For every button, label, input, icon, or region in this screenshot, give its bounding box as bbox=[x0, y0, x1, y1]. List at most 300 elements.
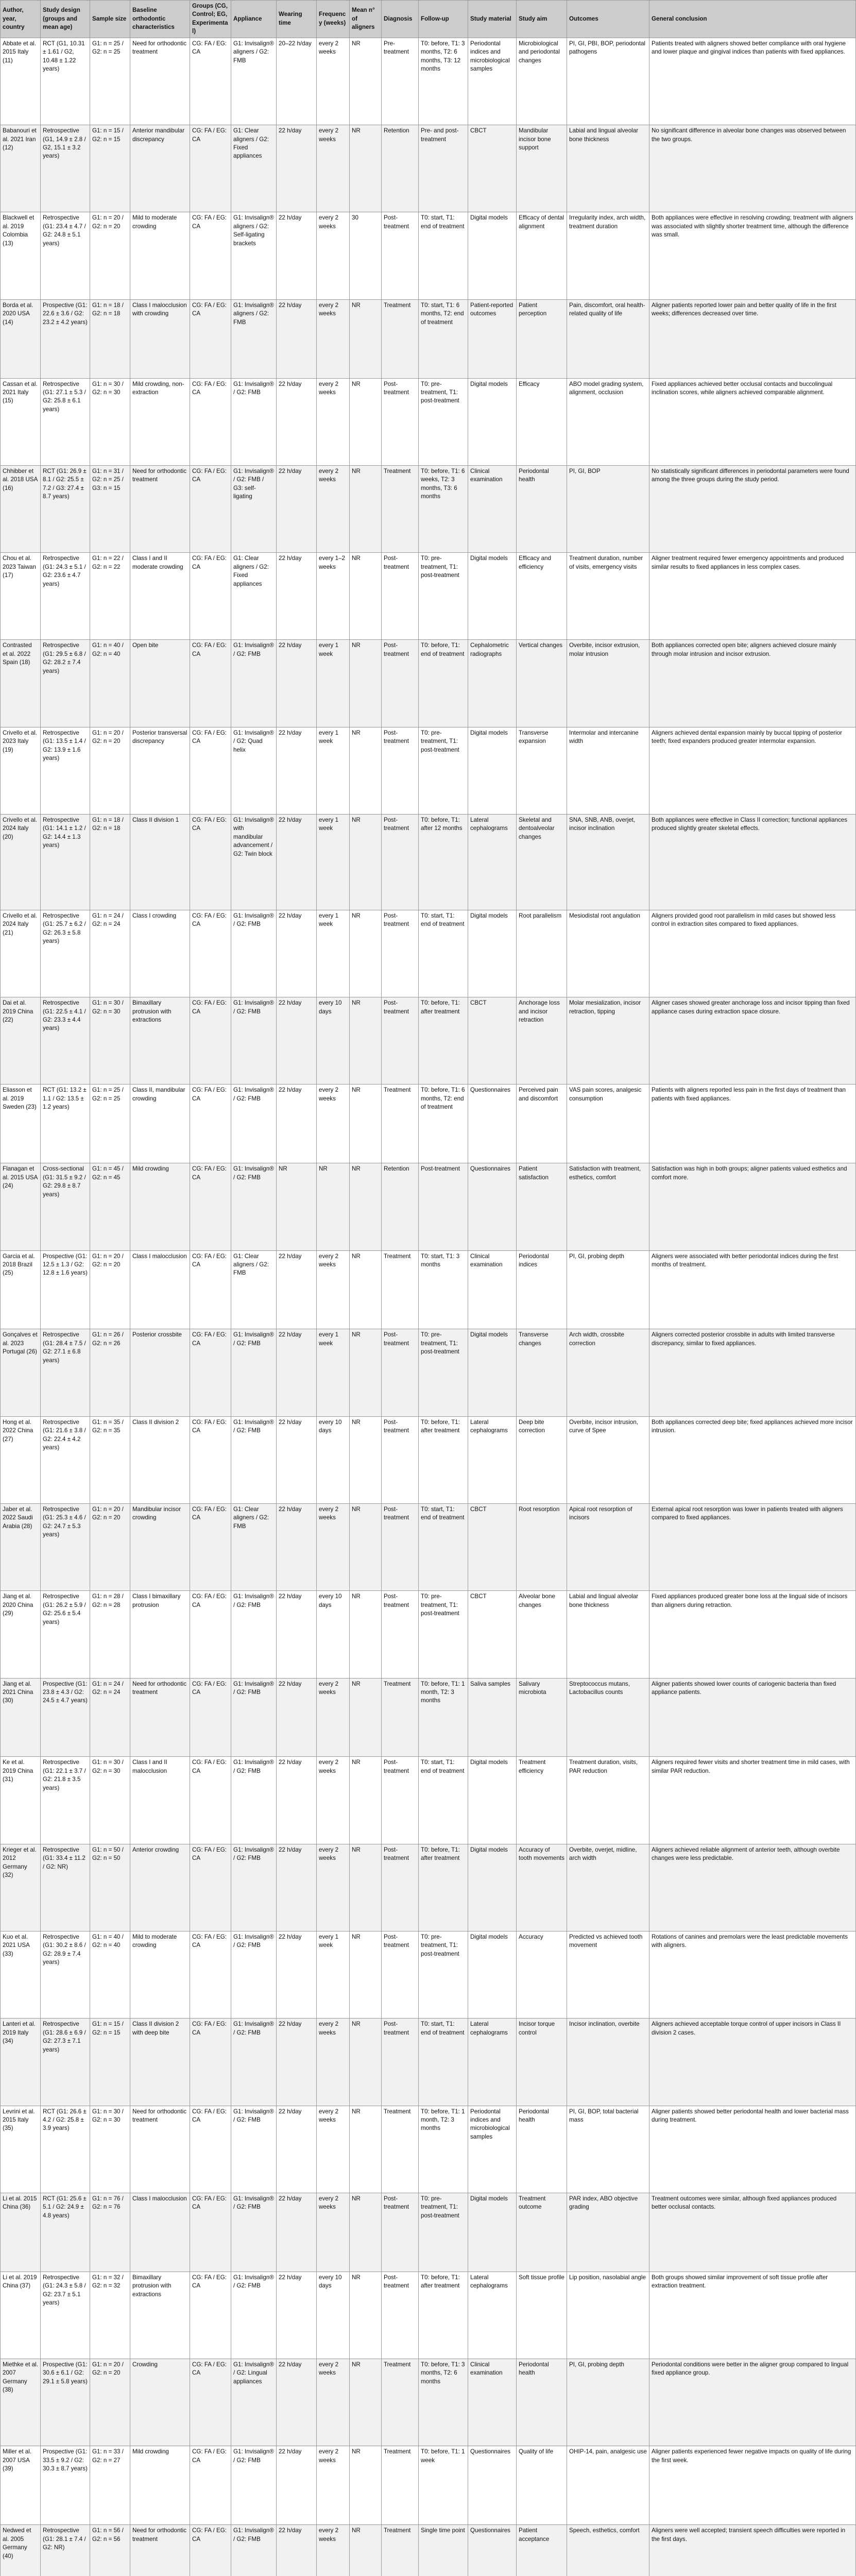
column-header: Wearing time bbox=[277, 1, 317, 38]
table-cell: 22 h/day bbox=[277, 1503, 317, 1590]
table-cell: PI, GI, probing depth bbox=[567, 1250, 649, 1329]
table-cell: Vertical changes bbox=[517, 640, 567, 727]
table-cell: CG: FA / EG: CA bbox=[190, 1591, 231, 1678]
table-cell: Aligners corrected posterior crossbite in adults with limited transverse discrepancy, similar to fixed appliances. bbox=[649, 1329, 856, 1416]
column-header: Diagnosis bbox=[382, 1, 419, 38]
table-cell: RCT (G1, 10.31 ± 1.61 / G2, 10.48 ± 1.22 years) bbox=[41, 38, 90, 125]
table-cell: CG: FA / EG: CA bbox=[190, 997, 231, 1084]
column-header: Sample size bbox=[90, 1, 130, 38]
table-cell: Patient perception bbox=[517, 299, 567, 378]
table-cell: Crowding bbox=[130, 2359, 190, 2446]
table-cell: every 1 week bbox=[317, 640, 350, 727]
table-cell: G1: Invisalign® / G2: FMB bbox=[231, 1678, 277, 1757]
table-cell: Dai et al. 2019 China (22) bbox=[1, 997, 41, 1084]
table-cell: CG: FA / EG: CA bbox=[190, 378, 231, 465]
table-cell: Bimaxillary protrusion with extractions bbox=[130, 2272, 190, 2359]
table-cell: CG: FA / EG: CA bbox=[190, 815, 231, 910]
table-cell: Transverse changes bbox=[517, 1329, 567, 1416]
table-cell: NR bbox=[350, 1757, 382, 1844]
table-cell: every 2 weeks bbox=[317, 2359, 350, 2446]
table-cell: Retrospective (G1: 28.1 ± 7.4 / G2: NR) bbox=[41, 2525, 90, 2576]
table-cell: Prospective (G1: 30.6 ± 6.1 / G2: 29.1 ± 5.8 years) bbox=[41, 2359, 90, 2446]
table-cell: Retrospective (G1: 22.5 ± 4.1 / G2: 23.3 ± 4.4 years) bbox=[41, 997, 90, 1084]
table-cell: SNA, SNB, ANB, overjet, incisor inclination bbox=[567, 815, 649, 910]
table-cell: CG: FA / EG: CA bbox=[190, 1931, 231, 2018]
table-row bbox=[1, 2193, 856, 2272]
table-cell: T0: before, T1: after treatment bbox=[419, 1844, 468, 1931]
table-cell: NR bbox=[350, 1416, 382, 1503]
table-cell: G1: n = 45 / G2: n = 45 bbox=[90, 1163, 130, 1250]
table-cell: G1: Invisalign® / G2: FMB bbox=[231, 1844, 277, 1931]
table-cell: CG: FA / EG: CA bbox=[190, 2525, 231, 2576]
table-cell: every 2 weeks bbox=[317, 2193, 350, 2272]
table-cell: Flanagan et al. 2015 USA (24) bbox=[1, 1163, 41, 1250]
table-cell: Prospective (G1: 33.5 ± 9.2 / G2: 30.3 ± 8.7 years) bbox=[41, 2446, 90, 2525]
table-cell: Pre- and post-treatment bbox=[419, 125, 468, 212]
table-cell: Post-treatment bbox=[382, 1329, 419, 1416]
table-header-row bbox=[1, 1, 856, 38]
table-cell: every 2 weeks bbox=[317, 378, 350, 465]
table-cell: Clinical examination bbox=[468, 1250, 517, 1329]
table-cell: Retrospective (G1: 23.4 ± 4.7 / G2: 24.8 ± 5.1 years) bbox=[41, 212, 90, 299]
table-cell: Periodontal health bbox=[517, 2106, 567, 2193]
table-cell: every 2 weeks bbox=[317, 2019, 350, 2106]
table-cell: G1: Invisalign® with mandibular advancement / G2: Twin block bbox=[231, 815, 277, 910]
table-cell: G1: Invisalign® / G2: FMB bbox=[231, 1416, 277, 1503]
table-cell: T0: pre-treatment, T1: post-treatment bbox=[419, 727, 468, 814]
table-cell: 22 h/day bbox=[277, 1591, 317, 1678]
table-row bbox=[1, 38, 856, 125]
table-row bbox=[1, 2525, 856, 2576]
table-cell: G1: Clear aligners / G2: Fixed appliances bbox=[231, 125, 277, 212]
table-cell: Treatment duration, number of visits, emergency visits bbox=[567, 553, 649, 640]
table-cell: Questionnaires bbox=[468, 1163, 517, 1250]
table-cell: Aligner treatment required fewer emergency appointments and produced similar results to fixed appliances in less complex cases. bbox=[649, 553, 856, 640]
table-cell: 22 h/day bbox=[277, 1757, 317, 1844]
table-cell: NR bbox=[350, 2193, 382, 2272]
table-cell: G1: n = 22 / G2: n = 22 bbox=[90, 553, 130, 640]
table-cell: Borda et al. 2020 USA (14) bbox=[1, 299, 41, 378]
table-cell: 22 h/day bbox=[277, 2359, 317, 2446]
table-cell: Class I bimaxillary protrusion bbox=[130, 1591, 190, 1678]
table-cell: CG: FA / EG: CA bbox=[190, 2272, 231, 2359]
table-cell: G1: n = 24 / G2: n = 24 bbox=[90, 910, 130, 997]
table-cell: Accuracy of tooth movements bbox=[517, 1844, 567, 1931]
table-cell: G1: Invisalign® / G2: FMB bbox=[231, 910, 277, 997]
table-cell: Both appliances corrected open bite; aligners achieved closure mainly through molar intrusion and incisor extrusion. bbox=[649, 640, 856, 727]
table-cell: 22 h/day bbox=[277, 1416, 317, 1503]
table-cell: every 2 weeks bbox=[317, 38, 350, 125]
table-cell: G1: Invisalign® / G2: FMB bbox=[231, 1329, 277, 1416]
table-cell: every 1–2 weeks bbox=[317, 553, 350, 640]
table-cell: 22 h/day bbox=[277, 997, 317, 1084]
table-cell: Aligner patients showed lower counts of cariogenic bacteria than fixed appliance patients. bbox=[649, 1678, 856, 1757]
table-cell: Class I and II malocclusion bbox=[130, 1757, 190, 1844]
table-cell: Posterior transversal discrepancy bbox=[130, 727, 190, 814]
table-cell: Periodontal indices bbox=[517, 1250, 567, 1329]
table-row bbox=[1, 299, 856, 378]
table-cell: T0: pre-treatment, T1: post-treatment bbox=[419, 1591, 468, 1678]
table-cell: Prospective (G1: 12.5 ± 1.3 / G2: 12.8 ± 1.6 years) bbox=[41, 1250, 90, 1329]
table-cell: G1: Clear aligners / G2: FMB bbox=[231, 1503, 277, 1590]
table-cell: Class I malocclusion bbox=[130, 1250, 190, 1329]
table-cell: G1: Invisalign® / G2: FMB bbox=[231, 1757, 277, 1844]
table-cell: 22 h/day bbox=[277, 1678, 317, 1757]
table-cell: Efficacy and efficiency bbox=[517, 553, 567, 640]
table-cell: Soft tissue profile bbox=[517, 2272, 567, 2359]
table-cell: Post-treatment bbox=[382, 640, 419, 727]
table-cell: Skeletal and dentoalveolar changes bbox=[517, 815, 567, 910]
table-cell: Aligners achieved dental expansion mainly by buccal tipping of posterior teeth; fixed expanders produced greater intermolar expansion. bbox=[649, 727, 856, 814]
table-cell: NR bbox=[350, 465, 382, 552]
table-row bbox=[1, 2446, 856, 2525]
table-cell: NR bbox=[350, 1250, 382, 1329]
table-cell: Aligner patients showed better periodontal health and lower bacterial mass during treatment. bbox=[649, 2106, 856, 2193]
table-cell: G1: n = 20 / G2: n = 20 bbox=[90, 1503, 130, 1590]
table-cell: G1: n = 15 / G2: n = 15 bbox=[90, 2019, 130, 2106]
table-row bbox=[1, 910, 856, 997]
table-cell: Root parallelism bbox=[517, 910, 567, 997]
table-cell: Digital models bbox=[468, 2193, 517, 2272]
table-row bbox=[1, 815, 856, 910]
table-cell: NR bbox=[350, 1503, 382, 1590]
table-cell: Salivary microbiota bbox=[517, 1678, 567, 1757]
table-cell: CG: FA / EG: CA bbox=[190, 640, 231, 727]
table-cell: Post-treatment bbox=[382, 1591, 419, 1678]
table-cell: No significant difference in alveolar bone changes was observed between the two groups. bbox=[649, 125, 856, 212]
table-cell: NR bbox=[317, 1163, 350, 1250]
table-cell: every 2 weeks bbox=[317, 125, 350, 212]
table-cell: Anchorage loss and incisor retraction bbox=[517, 997, 567, 1084]
table-cell: NR bbox=[350, 1678, 382, 1757]
table-cell: Babanouri et al. 2021 Iran (12) bbox=[1, 125, 41, 212]
table-cell: T0: pre-treatment, T1: post-treatment bbox=[419, 1329, 468, 1416]
table-cell: Posterior crossbite bbox=[130, 1329, 190, 1416]
table-cell: PI, GI, BOP, total bacterial mass bbox=[567, 2106, 649, 2193]
table-cell: OHIP-14, pain, analgesic use bbox=[567, 2446, 649, 2525]
table-cell: Both appliances corrected deep bite; fixed appliances achieved more incisor intrusion. bbox=[649, 1416, 856, 1503]
table-cell: Chhibber et al. 2018 USA (16) bbox=[1, 465, 41, 552]
table-cell: Digital models bbox=[468, 1931, 517, 2018]
table-row bbox=[1, 125, 856, 212]
table-row bbox=[1, 2272, 856, 2359]
table-cell: Post-treatment bbox=[382, 1503, 419, 1590]
table-cell: Crivello et al. 2023 Italy (19) bbox=[1, 727, 41, 814]
table-cell: Prospective (G1: 23.8 ± 4.3 / G2: 24.5 ± 4.7 years) bbox=[41, 1678, 90, 1757]
column-header: Study material bbox=[468, 1, 517, 38]
table-cell: CG: FA / EG: CA bbox=[190, 553, 231, 640]
table-cell: NR bbox=[350, 1329, 382, 1416]
table-cell: Post-treatment bbox=[382, 2193, 419, 2272]
table-cell: No statistically significant differences in periodontal parameters were found among the three groups during the study period. bbox=[649, 465, 856, 552]
table-row bbox=[1, 1416, 856, 1503]
column-header: Baseline orthodontic characteristics bbox=[130, 1, 190, 38]
table-cell: RCT (G1: 26.6 ± 4.2 / G2: 25.8 ± 3.9 years) bbox=[41, 2106, 90, 2193]
table-cell: 22 h/day bbox=[277, 1250, 317, 1329]
table-cell: NR bbox=[350, 2272, 382, 2359]
table-cell: Digital models bbox=[468, 212, 517, 299]
table-cell: Cassan et al. 2021 Italy (15) bbox=[1, 378, 41, 465]
table-cell: Digital models bbox=[468, 1329, 517, 1416]
table-cell: Perceived pain and discomfort bbox=[517, 1084, 567, 1163]
table-cell: CG: FA / EG: CA bbox=[190, 727, 231, 814]
table-cell: T0: before, T1: after treatment bbox=[419, 1416, 468, 1503]
table-cell: every 1 week bbox=[317, 815, 350, 910]
table-cell: every 1 week bbox=[317, 910, 350, 997]
table-cell: RCT (G1: 26.9 ± 8.1 / G2: 25.5 ± 7.2 / G3: 27.4 ± 8.7 years) bbox=[41, 465, 90, 552]
table-row bbox=[1, 212, 856, 299]
table-cell: G1: Invisalign® / G2: FMB bbox=[231, 2106, 277, 2193]
table-cell: G1: n = 76 / G2: n = 76 bbox=[90, 2193, 130, 2272]
table-cell: 22 h/day bbox=[277, 815, 317, 910]
table-cell: Kuo et al. 2021 USA (33) bbox=[1, 1931, 41, 2018]
table-cell: Mesiodistal root angulation bbox=[567, 910, 649, 997]
table-cell: G1: n = 18 / G2: n = 18 bbox=[90, 299, 130, 378]
table-cell: Retention bbox=[382, 125, 419, 212]
table-cell: G1: n = 20 / G2: n = 20 bbox=[90, 727, 130, 814]
table-cell: T0: before, T1: end of treatment bbox=[419, 640, 468, 727]
table-cell: CG: FA / EG: CA bbox=[190, 2359, 231, 2446]
table-cell: Retrospective (G1: 33.4 ± 11.2 / G2: NR) bbox=[41, 1844, 90, 1931]
table-cell: G1: Invisalign® / G2: FMB bbox=[231, 1084, 277, 1163]
table-cell: Mandibular incisor crowding bbox=[130, 1503, 190, 1590]
table-cell: 22 h/day bbox=[277, 2106, 317, 2193]
table-cell: NR bbox=[350, 1163, 382, 1250]
table-cell: Lateral cephalograms bbox=[468, 815, 517, 910]
table-row bbox=[1, 1163, 856, 1250]
table-cell: Apical root resorption of incisors bbox=[567, 1503, 649, 1590]
table-cell: Aligners achieved reliable alignment of anterior teeth, although overbite changes were less predictable. bbox=[649, 1844, 856, 1931]
table-cell: Pain, discomfort, oral health-related quality of life bbox=[567, 299, 649, 378]
table-cell: Retrospective (G1, 14.9 ± 2.8 / G2, 15.1 ± 3.2 years) bbox=[41, 125, 90, 212]
column-header: Follow-up bbox=[419, 1, 468, 38]
table-cell: Post-treatment bbox=[382, 727, 419, 814]
table-cell: CG: FA / EG: CA bbox=[190, 2193, 231, 2272]
table-cell: Patient-reported outcomes bbox=[468, 299, 517, 378]
table-cell: Post-treatment bbox=[382, 1931, 419, 2018]
table-cell: Post-treatment bbox=[419, 1163, 468, 1250]
table-cell: 22 h/day bbox=[277, 2525, 317, 2576]
table-cell: Aligner patients reported lower pain and better quality of life in the first weeks; differences decreased over time. bbox=[649, 299, 856, 378]
table-cell: Cephalometric radiographs bbox=[468, 640, 517, 727]
table-cell: Digital models bbox=[468, 553, 517, 640]
table-cell: Lateral cephalograms bbox=[468, 2272, 517, 2359]
table-cell: G1: n = 24 / G2: n = 24 bbox=[90, 1678, 130, 1757]
table-cell: CG: FA / EG: CA bbox=[190, 1163, 231, 1250]
table-cell: 20–22 h/day bbox=[277, 38, 317, 125]
table-cell: 22 h/day bbox=[277, 465, 317, 552]
table-cell: NR bbox=[350, 378, 382, 465]
table-row bbox=[1, 2359, 856, 2446]
table-cell: Class II, mandibular crowding bbox=[130, 1084, 190, 1163]
table-cell: 22 h/day bbox=[277, 1844, 317, 1931]
table-cell: Satisfaction with treatment, esthetics, comfort bbox=[567, 1163, 649, 1250]
table-cell: CG: FA / EG: CA bbox=[190, 1678, 231, 1757]
table-cell: Irregularity index, arch width, treatment duration bbox=[567, 212, 649, 299]
table-cell: CG: FA / EG: CA bbox=[190, 2446, 231, 2525]
table-cell: CBCT bbox=[468, 997, 517, 1084]
table-cell: every 1 week bbox=[317, 1329, 350, 1416]
table-cell: G1: Invisalign® / G2: FMB bbox=[231, 1163, 277, 1250]
table-cell: Digital models bbox=[468, 727, 517, 814]
table-cell: NR bbox=[350, 997, 382, 1084]
column-header: Frequency (weeks) bbox=[317, 1, 350, 38]
table-cell: Retrospective (G1: 27.1 ± 5.3 / G2: 25.8 ± 6.1 years) bbox=[41, 378, 90, 465]
table-cell: Class II division 2 with deep bite bbox=[130, 2019, 190, 2106]
table-cell: every 10 days bbox=[317, 1416, 350, 1503]
table-cell: Questionnaires bbox=[468, 1084, 517, 1163]
table-cell: Mild crowding, non-extraction bbox=[130, 378, 190, 465]
table-cell: Treatment bbox=[382, 2446, 419, 2525]
table-cell: G1: Invisalign® aligners / G2: FMB bbox=[231, 299, 277, 378]
table-cell: Abbate et al. 2015 Italy (11) bbox=[1, 38, 41, 125]
table-cell: G1: n = 40 / G2: n = 40 bbox=[90, 1931, 130, 2018]
table-cell: Patients treated with aligners showed better compliance with oral hygiene and lower plaque and gingival indices than patients with fixed appliances. bbox=[649, 38, 856, 125]
table-cell: Jiang et al. 2020 China (29) bbox=[1, 1591, 41, 1678]
table-cell: T0: start, T1: end of treatment bbox=[419, 910, 468, 997]
column-header: Appliance bbox=[231, 1, 277, 38]
table-cell: 22 h/day bbox=[277, 640, 317, 727]
table-cell: Need for orthodontic treatment bbox=[130, 1678, 190, 1757]
table-cell: every 2 weeks bbox=[317, 465, 350, 552]
table-cell: RCT (G1: 25.6 ± 5.1 / G2: 24.9 ± 4.8 years) bbox=[41, 2193, 90, 2272]
table-cell: Miethke et al. 2007 Germany (38) bbox=[1, 2359, 41, 2446]
table-cell: G1: n = 32 / G2: n = 32 bbox=[90, 2272, 130, 2359]
table-cell: every 2 weeks bbox=[317, 1084, 350, 1163]
table-cell: every 2 weeks bbox=[317, 1503, 350, 1590]
column-header: Outcomes bbox=[567, 1, 649, 38]
table-cell: Digital models bbox=[468, 1757, 517, 1844]
table-cell: Root resorption bbox=[517, 1503, 567, 1590]
table-cell: Levrini et al. 2015 Italy (35) bbox=[1, 2106, 41, 2193]
table-cell: Crivello et al. 2024 Italy (20) bbox=[1, 815, 41, 910]
table-cell: Periodontal health bbox=[517, 2359, 567, 2446]
table-cell: Retrospective (G1: 22.1 ± 3.7 / G2: 21.8 ± 3.5 years) bbox=[41, 1757, 90, 1844]
table-row bbox=[1, 997, 856, 1084]
table-cell: G1: Invisalign® / G2: FMB bbox=[231, 378, 277, 465]
table-cell: Incisor torque control bbox=[517, 2019, 567, 2106]
table-cell: G1: n = 35 / G2: n = 35 bbox=[90, 1416, 130, 1503]
table-cell: Satisfaction was high in both groups; aligner patients valued esthetics and comfort more. bbox=[649, 1163, 856, 1250]
table-cell: every 2 weeks bbox=[317, 1844, 350, 1931]
table-cell: NR bbox=[350, 640, 382, 727]
table-cell: T0: before, T1: after treatment bbox=[419, 997, 468, 1084]
table-cell: Rotations of canines and premolars were the least predictable movements with aligners. bbox=[649, 1931, 856, 2018]
table-cell: every 10 days bbox=[317, 997, 350, 1084]
table-cell: Lanteri et al. 2019 Italy (34) bbox=[1, 2019, 41, 2106]
table-cell: 22 h/day bbox=[277, 2446, 317, 2525]
table-row bbox=[1, 1503, 856, 1590]
table-cell: Mild crowding bbox=[130, 2446, 190, 2525]
table-cell: T0: pre-treatment, T1: post-treatment bbox=[419, 1931, 468, 2018]
table-cell: Retrospective (G1: 28.6 ± 6.9 / G2: 27.3 ± 7.1 years) bbox=[41, 2019, 90, 2106]
table-cell: T0: before, T1: 6 weeks, T2: 3 months, T3: 6 months bbox=[419, 465, 468, 552]
table-cell: Retrospective (G1: 24.3 ± 5.1 / G2: 23.6 ± 4.7 years) bbox=[41, 553, 90, 640]
table-cell: Need for orthodontic treatment bbox=[130, 465, 190, 552]
table-cell: Class I crowding bbox=[130, 910, 190, 997]
table-cell: every 2 weeks bbox=[317, 2106, 350, 2193]
table-cell: PI, GI, probing depth bbox=[567, 2359, 649, 2446]
column-header: Study aim bbox=[517, 1, 567, 38]
table-cell: Both appliances were effective in Class II correction; functional appliances produced slightly greater skeletal effects. bbox=[649, 815, 856, 910]
table-cell: Alveolar bone changes bbox=[517, 1591, 567, 1678]
table-cell: T0: before, T1: 6 months, T2: end of treatment bbox=[419, 1084, 468, 1163]
table-cell: CBCT bbox=[468, 1591, 517, 1678]
table-cell: Post-treatment bbox=[382, 1416, 419, 1503]
table-cell: CBCT bbox=[468, 125, 517, 212]
table-cell: G1: Invisalign® / G2: Lingual appliances bbox=[231, 2359, 277, 2446]
table-cell: NR bbox=[350, 553, 382, 640]
table-cell: Digital models bbox=[468, 378, 517, 465]
column-header: Study design (groups and mean age) bbox=[41, 1, 90, 38]
table-cell: PI, GI, BOP bbox=[567, 465, 649, 552]
table-cell: NR bbox=[277, 1163, 317, 1250]
table-cell: Patient satisfaction bbox=[517, 1163, 567, 1250]
table-cell: Both appliances were effective in resolving crowding; treatment with aligners was associated with slightly shorter treatment time, although the difference was small. bbox=[649, 212, 856, 299]
table-cell: every 2 weeks bbox=[317, 1757, 350, 1844]
table-cell: Treatment bbox=[382, 1084, 419, 1163]
table-cell: Class I malocclusion bbox=[130, 2193, 190, 2272]
table-cell: CG: FA / EG: CA bbox=[190, 1844, 231, 1931]
table-cell: CG: FA / EG: CA bbox=[190, 2019, 231, 2106]
table-cell: Post-treatment bbox=[382, 212, 419, 299]
table-row bbox=[1, 1678, 856, 1757]
table-cell: Blackwell et al. 2019 Colombia (13) bbox=[1, 212, 41, 299]
table-cell: CG: FA / EG: CA bbox=[190, 299, 231, 378]
table-cell: Fixed appliances produced greater bone loss at the lingual side of incisors than aligners during retraction. bbox=[649, 1591, 856, 1678]
table-cell: Arch width, crossbite correction bbox=[567, 1329, 649, 1416]
table-cell: Aligner patients experienced fewer negative impacts on quality of life during the first week. bbox=[649, 2446, 856, 2525]
table-cell: Retrospective (G1: 29.5 ± 6.8 / G2: 28.2 ± 7.4 years) bbox=[41, 640, 90, 727]
table-cell: Mild crowding bbox=[130, 1163, 190, 1250]
table-cell: Aligners provided good root parallelism in mild cases but showed less control in extraction sites compared to fixed appliances. bbox=[649, 910, 856, 997]
table-cell: Krieger et al. 2012 Germany (32) bbox=[1, 1844, 41, 1931]
table-cell: G1: n = 20 / G2: n = 20 bbox=[90, 1250, 130, 1329]
table-cell: Deep bite correction bbox=[517, 1416, 567, 1503]
column-header: Author, year, country bbox=[1, 1, 41, 38]
table-cell: Speech, esthetics, comfort bbox=[567, 2525, 649, 2576]
table-cell: Miller et al. 2007 USA (39) bbox=[1, 2446, 41, 2525]
table-cell: External apical root resorption was lower in patients treated with aligners compared to fixed appliances. bbox=[649, 1503, 856, 1590]
table-cell: CG: FA / EG: CA bbox=[190, 1329, 231, 1416]
table-cell: 22 h/day bbox=[277, 727, 317, 814]
table-cell: Aligners were well accepted; transient speech difficulties were reported in the first days. bbox=[649, 2525, 856, 2576]
table-cell: Contrasted et al. 2022 Spain (18) bbox=[1, 640, 41, 727]
table-cell: Anterior mandibular discrepancy bbox=[130, 125, 190, 212]
table-cell: Retrospective (G1: 26.2 ± 5.9 / G2: 25.6 ± 5.4 years) bbox=[41, 1591, 90, 1678]
table-cell: every 2 weeks bbox=[317, 2446, 350, 2525]
table-cell: Treatment duration, visits, PAR reduction bbox=[567, 1757, 649, 1844]
table-cell: 22 h/day bbox=[277, 553, 317, 640]
table-cell: Class I and II moderate crowding bbox=[130, 553, 190, 640]
table-cell: Eliasson et al. 2019 Sweden (23) bbox=[1, 1084, 41, 1163]
table-cell: NR bbox=[350, 1084, 382, 1163]
table-cell: Chou et al. 2023 Taiwan (17) bbox=[1, 553, 41, 640]
table-cell: Retrospective (G1: 25.3 ± 4.6 / G2: 24.7 ± 5.3 years) bbox=[41, 1503, 90, 1590]
table-row bbox=[1, 1329, 856, 1416]
table-cell: Treatment bbox=[382, 1250, 419, 1329]
table-cell: Periodontal health bbox=[517, 465, 567, 552]
table-cell: G1: Invisalign® / G2: FMB bbox=[231, 2525, 277, 2576]
table-cell: 22 h/day bbox=[277, 299, 317, 378]
table-cell: Periodontal indices and microbiological samples bbox=[468, 38, 517, 125]
table-cell: RCT (G1: 13.2 ± 1.1 / G2: 13.5 ± 1.2 years) bbox=[41, 1084, 90, 1163]
table-cell: 22 h/day bbox=[277, 212, 317, 299]
table-cell: NR bbox=[350, 1931, 382, 2018]
table-cell: Periodontal conditions were better in the aligner group compared to lingual fixed appliance group. bbox=[649, 2359, 856, 2446]
table-cell: every 2 weeks bbox=[317, 2525, 350, 2576]
table-cell: every 2 weeks bbox=[317, 212, 350, 299]
